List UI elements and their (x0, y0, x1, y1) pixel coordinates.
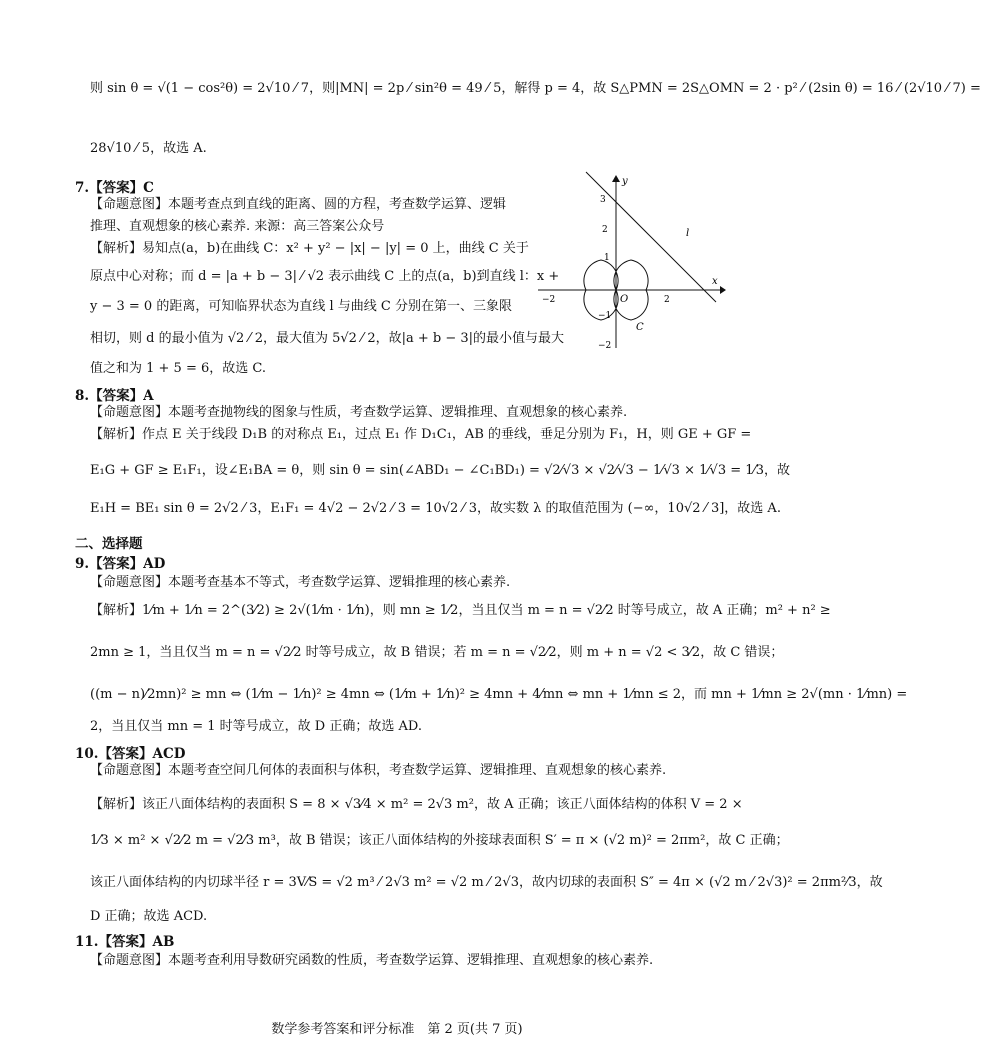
q9-analysis-line-2: 2mn ≥ 1，当且仅当 m = n = √2⁄2 时等号成立，故 B 错误；若 m = n = √2⁄2，则 m + n = √2 < 3⁄2，故 C 错误； (90, 645, 784, 660)
figure-tick-y-2: 2 (602, 225, 608, 235)
q9-intent: 【命题意图】本题考查基本不等式，考查数学运算、逻辑推理的核心素养. (90, 575, 511, 590)
q7-analysis-line-3: y − 3 = 0 的距离，可知临界状态为直线 l 与曲线 C 分别在第一、三象限 (90, 299, 512, 314)
q10-analysis-line-3: 该正八面体结构的内切球半径 r = 3V⁄S = √2 m³ ⁄ 2√3 m² = √2 m ⁄ 2√3，故内切球的表面积 S″ = 4π × (√2 m ⁄ 2√3)² = 2πm²⁄3，故 (90, 875, 883, 890)
figure-tick-y-3: 3 (600, 195, 606, 205)
q7-analysis-line-2: 原点中心对称；而 d = |a + b − 3| ⁄ √2 表示曲线 C 上的点(a，b)到直线 l：x + (90, 269, 560, 284)
q7-curve-figure (528, 172, 728, 352)
page-footer: 数学参考答案和评分标准 第 2 页(共 7 页) (271, 1022, 523, 1037)
section-heading: 二、选择题 (75, 536, 143, 552)
figure-tick-y-neg2: −2 (598, 341, 612, 351)
figure-label-x: x (712, 276, 718, 287)
figure-label-c: C (636, 322, 644, 333)
figure-label-o: O (620, 294, 629, 305)
q8-answer: 8.【答案】A (75, 388, 154, 404)
q10-intent: 【命题意图】本题考查空间几何体的表面积与体积，考查数学运算、逻辑推理、直观想象的核心素养. (90, 763, 667, 778)
figure-tick-y-1: 1 (604, 253, 610, 263)
q9-analysis-line-3: ((m − n)⁄2mn)² ≥ mn ⇔ (1⁄m − 1⁄n)² ≥ 4mn ⇔ (1⁄m + 1⁄n)² ≥ 4mn + 4⁄mn ⇔ mn + 1⁄mn ≤ 2，而 mn + 1⁄mn ≥ 2√(mn · 1⁄mn) = (90, 687, 908, 702)
q10-analysis-line-2: 1⁄3 × m² × √2⁄2 m = √2⁄3 m³，故 B 错误；该正八面体结构的外接球表面积 S′ = π × (√2 m)² = 2πm²，故 C 正确； (90, 833, 789, 848)
figure-tick-y-neg1: −1 (598, 311, 612, 321)
q11-intent: 【命题意图】本题考查利用导数研究函数的性质，考查数学运算、逻辑推理、直观想象的核心素养. (90, 953, 654, 968)
q7-intent-line-2: 推理、直观想象的核心素养. 来源：高三答案公众号 (90, 219, 385, 234)
q8-intent: 【命题意图】本题考查抛物线的图象与性质，考查数学运算、逻辑推理、直观想象的核心素养. (90, 405, 628, 420)
q8-analysis-line-2: E₁G + GF ≥ E₁F₁，设∠E₁BA = θ，则 sin θ = sin(∠ABD₁ − ∠C₁BD₁) = √2⁄√3 × √2⁄√3 − 1⁄√3 × 1⁄√3 = 1⁄3，故 (90, 463, 790, 478)
figure-label-l: l (686, 228, 690, 239)
q7-answer: 7.【答案】C (75, 180, 154, 196)
q9-answer: 9.【答案】AD (75, 556, 166, 572)
q10-answer: 10.【答案】ACD (75, 746, 186, 762)
q6-continued-line-2: 28√10 ⁄ 5，故选 A. (90, 141, 207, 156)
q11-answer: 11.【答案】AB (75, 934, 175, 950)
q9-analysis-line-4: 2，当且仅当 mn = 1 时等号成立，故 D 正确；故选 AD. (90, 719, 422, 734)
q8-analysis-line-3: E₁H = BE₁ sin θ = 2√2 ⁄ 3，E₁F₁ = 4√2 − 2√2 ⁄ 3 = 10√2 ⁄ 3，故实数 λ 的取值范围为 (−∞，10√2 ⁄ 3]，故选 A. (90, 501, 781, 516)
q7-analysis-line-1: 【解析】易知点(a，b)在曲线 C：x² + y² − |x| − |y| = 0 上，曲线 C 关于 (90, 241, 529, 256)
q10-analysis-line-4: D 正确；故选 ACD. (90, 909, 208, 924)
figure-tick-x-2: 2 (664, 295, 670, 305)
q7-intent-line-1: 【命题意图】本题考查点到直线的距离、圆的方程，考查数学运算、逻辑 (90, 197, 507, 212)
q10-analysis-line-1: 【解析】该正八面体结构的表面积 S = 8 × √3⁄4 × m² = 2√3 m²，故 A 正确；该正八面体结构的体积 V = 2 × (90, 797, 743, 812)
q7-analysis-line-4: 相切，则 d 的最小值为 √2 ⁄ 2，最大值为 5√2 ⁄ 2，故|a + b − 3|的最小值与最大 (90, 331, 565, 346)
figure-tick-x-neg2: −2 (542, 295, 556, 305)
q9-analysis-line-1: 【解析】1⁄m + 1⁄n = 2^(3⁄2) ≥ 2√(1⁄m · 1⁄n)，则 mn ≥ 1⁄2，当且仅当 m = n = √2⁄2 时等号成立，故 A 正确；m² + n² ≥ (90, 603, 831, 618)
q8-analysis-line-1: 【解析】作点 E 关于线段 D₁B 的对称点 E₁，过点 E₁ 作 D₁C₁，AB 的垂线，垂足分别为 F₁，H，则 GE + GF = (90, 427, 752, 442)
figure-label-y: y (622, 176, 628, 187)
q7-analysis-line-5: 值之和为 1 + 5 = 6，故选 C. (90, 361, 267, 376)
q6-continued-line-1: 则 sin θ = √(1 − cos²θ) = 2√10 ⁄ 7，则|MN| = 2p ⁄ sin²θ = 49 ⁄ 5，解得 p = 4，故 S△PMN = 2S△OMN = 2 · p² ⁄ (2sin θ) = 16 ⁄ (2√10 ⁄ 7) = (90, 81, 981, 96)
